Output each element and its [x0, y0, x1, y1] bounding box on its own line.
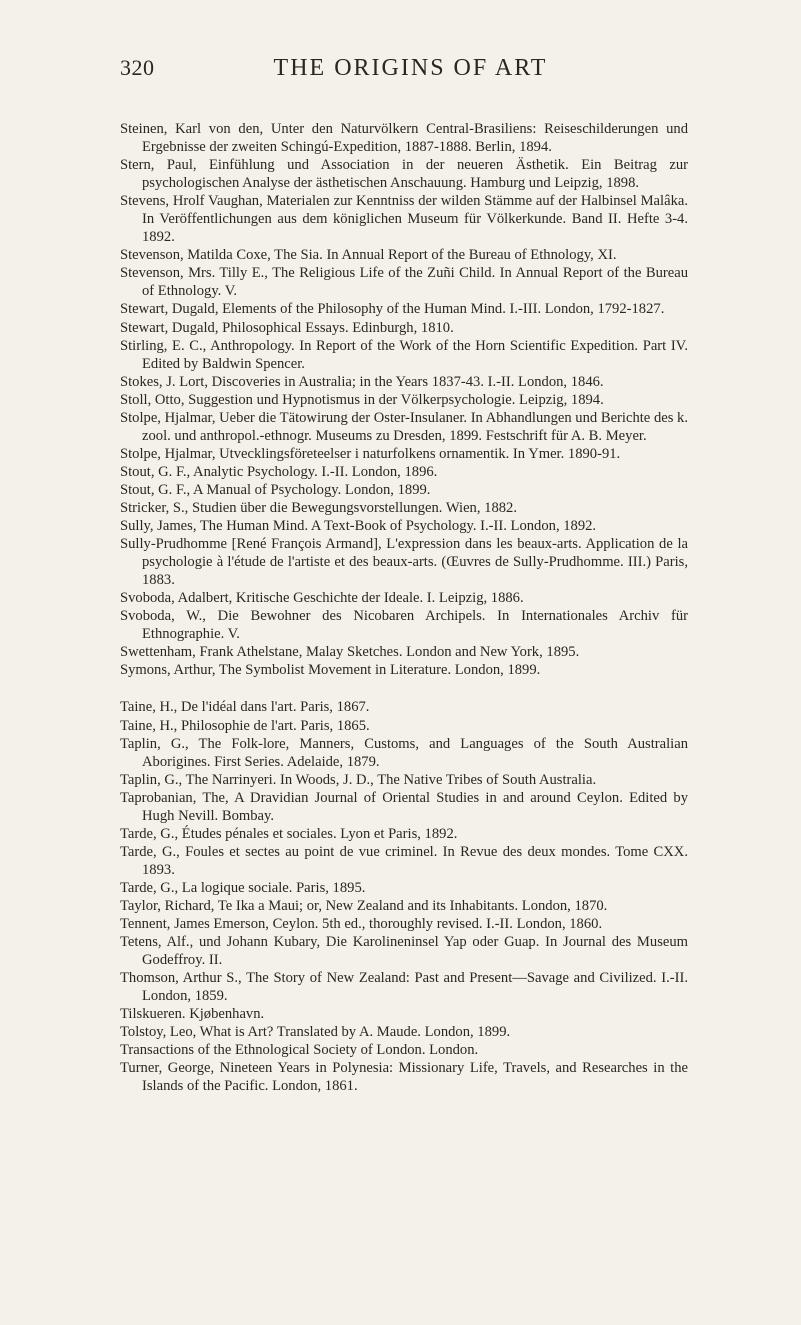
bibliography-entry: Symons, Arthur, The Symbolist Movement in Literature. London, 1899.	[120, 662, 541, 679]
bibliography-entry: Taine, H., De l'idéal dans l'art. Paris, 1867.	[120, 699, 370, 716]
bibliography-entry: Turner, George, Nineteen Years in Polynesia: Missionary Life, Travels, and Researches in the Islands of the Pacific. London, 1861.	[120, 1060, 688, 1095]
bibliography-entry: Tetens, Alf., und Johann Kubary, Die Karolineninsel Yap oder Guap. In Journal des Museum Godeffroy. II.	[120, 934, 688, 969]
bibliography-entry: Tarde, G., Foules et sectes au point de vue criminel. In Revue des deux mondes. Tome CXX. 1893.	[120, 843, 688, 878]
section-gap	[120, 679, 688, 698]
bibliography-entry: Taylor, Richard, Te Ika a Maui; or, New Zealand and its Inhabitants. London, 1870.	[120, 897, 608, 914]
page-header	[120, 55, 701, 85]
bibliography-entry: Sully, James, The Human Mind. A Text-Book of Psychology. I.-II. London, 1892.	[120, 518, 597, 535]
bibliography-entry: Stevens, Hrolf Vaughan, Materialen zur Kenntniss der wilden Stämme auf der Halbinsel Malâka. In Veröffentlichungen aus dem königlichen Museum für Völkerkunde. Band II. Hefte 3-4. 1892.	[120, 193, 688, 246]
bibliography-section	[120, 120, 688, 679]
bibliography-entry: Taprobanian, The, A Dravidian Journal of Oriental Studies in and around Ceylon. Edited by Hugh Nevill. Bombay.	[120, 789, 688, 824]
bibliography-section	[120, 698, 688, 1095]
bibliography-entry: Stolpe, Hjalmar, Ueber die Tätowirung der Oster-Insulaner. In Abhandlungen und Berichte des k. zool. und anthropol.-ethnogr. Museums zu Dresden, 1899. Festschrift für A. B. Meyer.	[120, 409, 688, 444]
bibliography-entry: Stokes, J. Lort, Discoveries in Australia; in the Years 1837-43. I.-II. London, 1846.	[120, 373, 604, 390]
bibliography-entry: Stricker, S., Studien über die Bewegungsvorstellungen. Wien, 1882.	[120, 499, 517, 516]
bibliography-entry: Stern, Paul, Einfühlung und Association in der neueren Ästhetik. Ein Beitrag zur psychologischen Analyse der ästhetischen Anschauung. Hamburg und Leipzig, 1898.	[120, 157, 688, 192]
bibliography-entry: Tolstoy, Leo, What is Art? Translated by A. Maude. London, 1899.	[120, 1024, 511, 1041]
bibliography-entry: Transactions of the Ethnological Society of London. London.	[120, 1042, 479, 1059]
bibliography-entry: Tilskueren. Kjøbenhavn.	[120, 1006, 265, 1023]
bibliography-entry: Steinen, Karl von den, Unter den Naturvölkern Central-Brasiliens: Reiseschilderungen und Ergebnisse der zweiten Schingú-Expedition, 1887-1888. Berlin, 1894.	[120, 121, 688, 156]
bibliography-entry: Svoboda, Adalbert, Kritische Geschichte der Ideale. I. Leipzig, 1886.	[120, 590, 524, 607]
bibliography-entry: Stewart, Dugald, Philosophical Essays. Edinburgh, 1810.	[120, 319, 454, 336]
bibliography-entry: Taine, H., Philosophie de l'art. Paris, 1865.	[120, 717, 370, 734]
bibliography-entry: Stoll, Otto, Suggestion und Hypnotismus in der Völkerpsychologie. Leipzig, 1894.	[120, 391, 604, 408]
bibliography-entry: Stevenson, Mrs. Tilly E., The Religious Life of the Zuñi Child. In Annual Report of the Bureau of Ethnology. V.	[120, 265, 688, 300]
bibliography-entry: Taplin, G., The Folk-lore, Manners, Customs, and Languages of the South Australian Aborigines. First Series. Adelaide, 1879.	[120, 735, 688, 770]
bibliography-entry: Tarde, G., La logique sociale. Paris, 1895.	[120, 879, 366, 896]
bibliography-entry: Stolpe, Hjalmar, Utvecklingsföreteelser i naturfolkens ornamentik. In Ymer. 1890-91.	[120, 445, 621, 462]
bibliography-entry: Tennent, James Emerson, Ceylon. 5th ed., thoroughly revised. I.-II. London, 1860.	[120, 916, 603, 933]
bibliography-entry: Taplin, G., The Narrinyeri. In Woods, J. D., The Native Tribes of South Australia.	[120, 771, 597, 788]
bibliography-entry: Stevenson, Matilda Coxe, The Sia. In Annual Report of the Bureau of Ethnology, XI.	[120, 247, 617, 264]
bibliography-entry: Stirling, E. C., Anthropology. In Report of the Work of the Horn Scientific Expedition. Part IV. Edited by Baldwin Spencer.	[120, 337, 688, 372]
bibliography-entry: Thomson, Arthur S., The Story of New Zealand: Past and Present—Savage and Civilized. I.-II. London, 1859.	[120, 970, 688, 1005]
bibliography-entry: Svoboda, W., Die Bewohner des Nicobaren Archipels. In Internationales Archiv für Ethnographie. V.	[120, 608, 688, 643]
bibliography	[120, 120, 688, 1095]
bibliography-entry: Tarde, G., Études pénales et sociales. Lyon et Paris, 1892.	[120, 825, 458, 842]
running-title: THE ORIGINS OF ART	[273, 55, 548, 81]
bibliography-entry: Stout, G. F., Analytic Psychology. I.-II. London, 1896.	[120, 463, 438, 480]
bibliography-entry: Stewart, Dugald, Elements of the Philosophy of the Human Mind. I.-III. London, 1792-1827.	[120, 301, 665, 318]
bibliography-entry: Sully-Prudhomme [René François Armand], L'expression dans les beaux-arts. Application de la psychologie à l'étude de l'artiste et des beaux-arts. (Œuvres de Sully-Prudhomme. III.) Paris, 1883.	[120, 536, 688, 589]
page-number: 320	[120, 55, 155, 80]
bibliography-entry: Stout, G. F., A Manual of Psychology. London, 1899.	[120, 481, 431, 498]
bibliography-entry: Swettenham, Frank Athelstane, Malay Sketches. London and New York, 1895.	[120, 644, 580, 661]
